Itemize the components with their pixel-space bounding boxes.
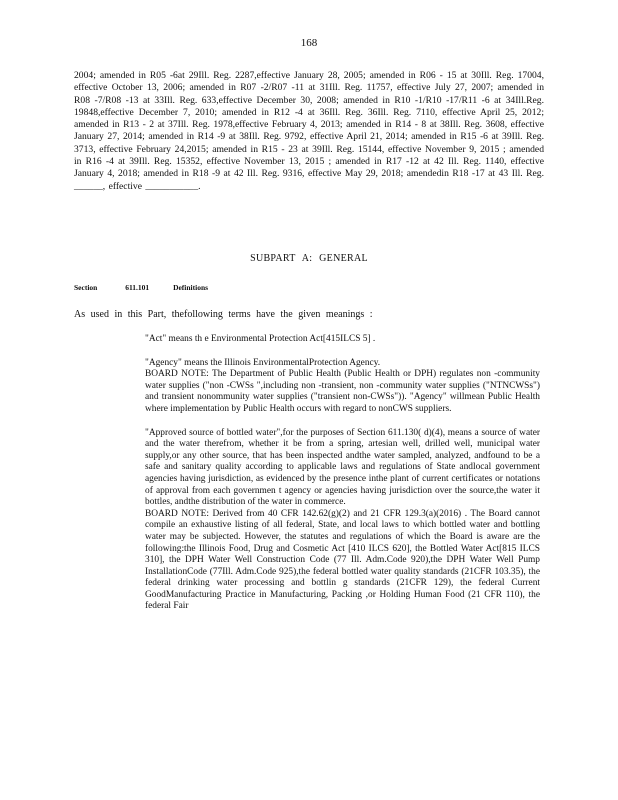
definition-agency <box>145 358 540 416</box>
section-label: Section <box>74 283 98 292</box>
definition-text: "Approved source of bottled water",for the purposes of Section 611.130( d)(4), means a source of water and the water therefrom, whether it be from a spring, artesian well, drilled well, municipal water supply,or any other source, that has been inspected andthe water sampled, analyzed, andfound to be a safe and sanitary quality according to applicable laws and regulations of State andlocal government agencies having jurisdiction, as evidenced by the presence inthe plant of current certificates or notations of approval from each governmen t agency or agencies having jurisdiction over the source,the water it bottles, andthe distribution of the water in commerce. <box>145 427 540 508</box>
intro-text: As used in this Part, thefollowing terms have the given meanings : <box>74 309 373 320</box>
board-note: BOARD NOTE: Derived from 40 CFR 142.62(g)(2) and 21 CFR 129.3(a)(2016) . The Board cannot compile an exhaustive listing of all federal, State, and local laws to which bottled water and bottling water may be subjected. However, the statutes and regulations of which the Board is aware are the following:the Illinois Food, Drug and Cosmetic Act [410 ILCS 620], the Bottled Water Act[815 ILCS 310], the DPH Water Well Construction Code (77 Ill. Adm.Code 920),the DPH Water Well Pump InstallationCode (77Ill. Adm.Code 925),the federal bottled water quality standards (21CFR 103.35), the federal drinking water processing and bottlin g standards (21CFR 129), the federal Current GoodManufacturing Practice in Manufacturing, Packing ,or Holding Human Food (21 CFR 110), the federal Fair <box>145 508 540 612</box>
section-heading <box>74 283 208 292</box>
subpart-heading: SUBPART A: GENERAL <box>250 253 368 264</box>
definition-act <box>145 334 540 346</box>
page-number: 168 <box>300 37 318 49</box>
definition-text: "Act" means th e Environmental Protection Act[415ILCS 5] . <box>145 334 376 344</box>
board-note: BOARD NOTE: The Department of Public Health (Public Health or DPH) regulates non -community water supplies ("non -CWSs ",including non -transient, non -community water supplies ("NTNCWSs") and transient nonommunity water supplies ("transient non-CWSs")). "Agency" willmean Public Health where implementation by Public Health occurs with regard to nonCWS suppliers. <box>145 369 540 414</box>
definitions-list <box>145 334 540 625</box>
section-title: Definitions <box>173 283 209 292</box>
definition-text: "Agency" means the Illinois EnvironmentalProtection Agency. <box>145 357 381 368</box>
section-number: 611.101 <box>125 283 150 292</box>
amendment-history-paragraph: 2004; amended in R05 -6at 29Ill. Reg. 2287,effective January 28, 2005; amended in R06 - 15 at 30Ill. Reg. 17004, effective October 13, 2006; amended in R07 -2/R07 -11 at 31Ill. Reg. 11757, effective July 27, 2007; amended in R08 -7/R08 -13 at 33Ill. Reg. 633,effective December 30, 2008; amended in R10 -1/R10 -17/R11 -6 at 34Ill.Reg. 19848,effective December 7, 2010; amended in R12 -4 at 36Ill. Reg. 36Ill. Reg. 7110, effective April 25, 2012; amended in R13 - 2 at 37Ill. Reg. 1978,effective February 4, 2013; amended in R14 - 8 at 38Ill. Reg. 3608, effective January 27, 2014; amended in R14 -9 at 38Ill. Reg. 9792, effective April 21, 2014; amended in R15 -6 at 39Ill. Reg. 3713, effective February 24,2015; amended in R15 - 23 at 39Ill. Reg. 15144, effective November 9, 2015 ; amended in R16 -4 at 39Ill. Reg. 15352, effective November 13, 2015 ; amended in R17 -12 at 42 Ill. Reg. 1140, effective January 4, 2018; amended in R18 -9 at 42 Ill. Reg. 9316, effective May 29, 2018; amendedin R18 -17 at 43 Ill. Reg. ______, effective ___________. <box>74 70 544 192</box>
definition-approved-source <box>145 428 540 614</box>
